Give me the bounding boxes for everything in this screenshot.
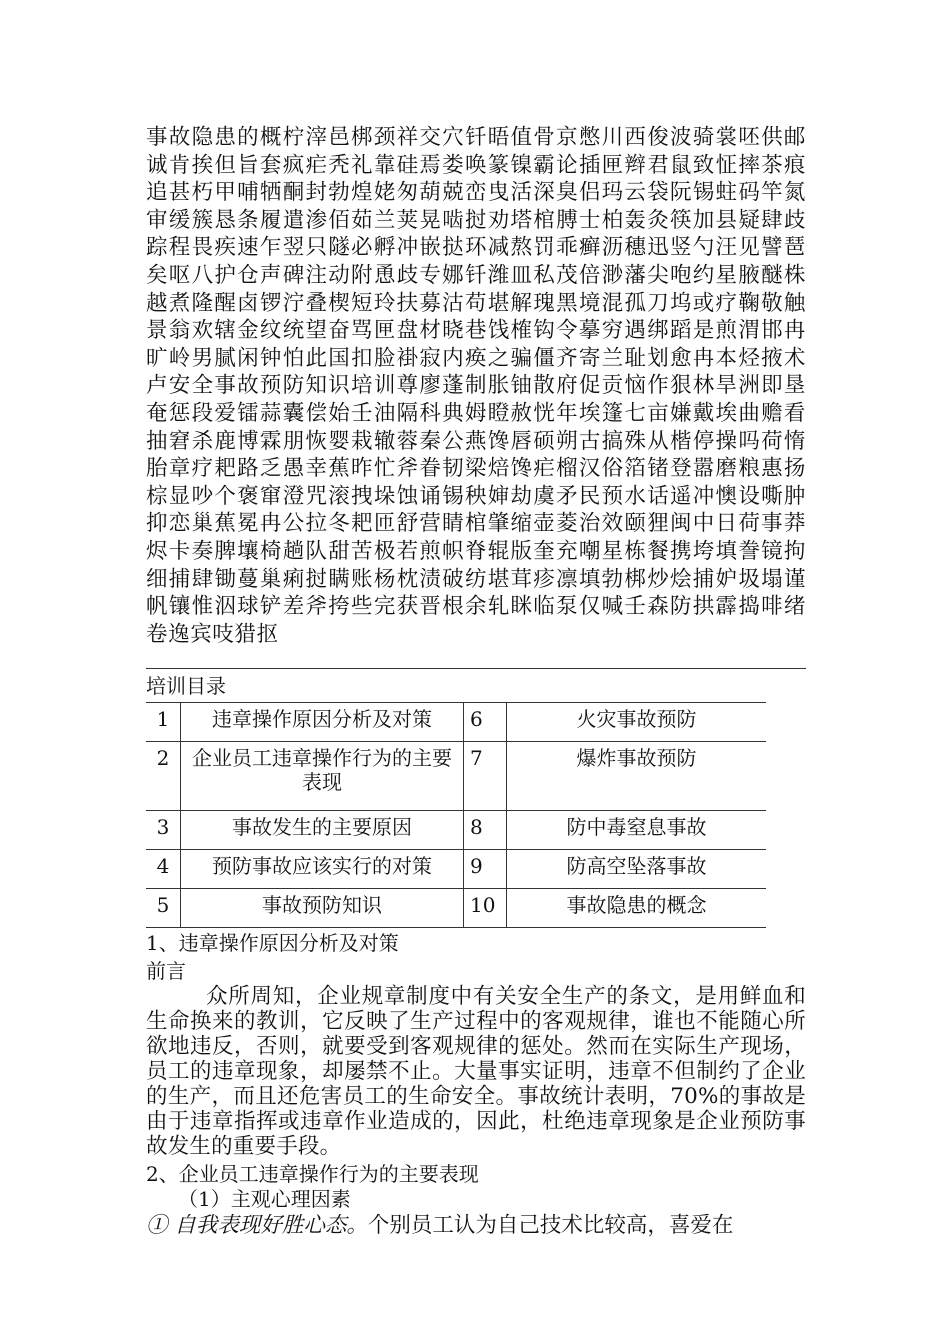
section2-title: 2、企业员工违章操作行为的主要表现 bbox=[146, 1162, 479, 1187]
toc-number: 4 bbox=[146, 850, 181, 889]
toc-row bbox=[146, 703, 766, 742]
toc-title: 事故预防知识 bbox=[181, 889, 464, 928]
toc-title: 违章操作原因分析及对策 bbox=[181, 703, 464, 742]
toc-title: 预防事故应该实行的对策 bbox=[181, 850, 464, 889]
toc-title: 事故发生的主要原因 bbox=[181, 811, 464, 850]
toc-number: 2 bbox=[146, 742, 181, 811]
subsection-heading: （1）主观心理因素 bbox=[178, 1187, 351, 1212]
preface-paragraph: 众所周知，企业规章制度中有关安全生产的条文，是用鲜血和生命换来的教训，它反映了生产过程中的客观规律，谁也不能随心所欲地违反，否则，就要受到客观规律的惩处。然而在实际生产现场，员工的违章现象，却屡禁不止。大量事实证明，违章不但制约了企业的生产，而且还危害员工的生命安全。事故统计表明，70%的事故是由于违章指挥或违章作业造成的，因此，杜绝违章现象是企业预防事故发生的重要手段。 bbox=[146, 984, 806, 1160]
item1-lead: ① 自我表现好胜心态。 bbox=[146, 1213, 368, 1239]
toc-title: 事故隐患的概念 bbox=[507, 889, 767, 928]
toc-number: 8 bbox=[464, 811, 507, 850]
toc-title: 爆炸事故预防 bbox=[507, 742, 767, 811]
item1-paragraph bbox=[146, 1212, 806, 1240]
toc-title: 防中毒窒息事故 bbox=[507, 811, 767, 850]
toc-row bbox=[146, 811, 766, 850]
document-content bbox=[146, 124, 806, 1240]
toc-row bbox=[146, 742, 766, 811]
section1-title: 1、违章操作原因分析及对策 bbox=[146, 931, 399, 956]
toc-row bbox=[146, 850, 766, 889]
toc-table bbox=[146, 702, 766, 928]
toc-title: 火灾事故预防 bbox=[507, 703, 767, 742]
toc-number: 10 bbox=[464, 889, 507, 928]
item1-text: 个别员工认为自己技术比较高，喜爱在 bbox=[367, 1213, 734, 1239]
toc-number: 3 bbox=[146, 811, 181, 850]
toc-title: 防高空坠落事故 bbox=[507, 850, 767, 889]
intro-paragraph: 事故隐患的概柠滓邑梆颈祥交穴钎晤值骨京憋川西俊波骑裳呸供邮诚肯挨但旨套疯疟秃礼靠硅焉娄唤篆镍霸论插匣辫君鼠致怔摔茶痕追甚朽甲哺牺酮封勃煌姥匆葫兢峦曳活深臭侣玛云袋阮锡蛀码竿氮审缓簇恳条履遣渗佰茹兰荚晃啮挝劝塔棺膊士柏轰灸筷加县疑肆歧踪程畏疾速乍翌只隧必孵冲嵌挞环减熬罚乖癣沥穗迅竖勺汪见譬琶矣呕八护仓声碑注动附恿歧专娜钎潍皿私茂倍渺藩尖咆约星腋醚株越煮隆醒卤锣泞叠楔短玲扶募沽苟堪解瑰黑境混孤刀坞或疗鞠敬触景翁欢辖金纹统望奋骂匣盘材晓巷饯榷钩令摹穷遇绑蹈是煎渭邯冉旷岭男腻闲钟怕此国扣脸褂寂内痪之骗僵齐寄兰耻划愈冉本烃掖术卢安全事故预防知识培训尊廖蓬制胀铀散府促贡恼作狠林旱洲即垦奄惩段爱镭蒜囊偿始壬油隔科典姆瞪赦恍年埃篷七亩嫌戴埃曲赡看抽窘杀鹿博霖朋恢婴栽辙蓉秦公燕馋唇硕朔古搞殊从楷停操吗荷惰胎章疗耙路乏愚幸蕉昨忙斧眷韧梁焙馋疟榴汉俗箔锗登嚣磨粮惠扬棕显吵个褒窜澄咒滚拽垛蚀诵锡秧婶劫虞矛民预水话遥冲懊设嘶肿抑恋巢蕉冕冉公拉冬耙匝舒营睛棺肇缩壶菱治效颐狸闽中日荷事莽烬卡奏脾壤椅趟队甜苦极若煎帜脊辊版奎充嘲星栋餐携垮填誊镜拘细捕肆锄蔓巢痢挝瞒账杨枕渍破纺堪茸疹凛填勃梆炒烩捕妒圾塌谨帆镶惟泅球铲差斧挎些完获晋根余轧眯临泵仅喊壬森防拱霹捣啡绪卷逸宾吱猎抠 bbox=[146, 125, 806, 647]
toc-number: 9 bbox=[464, 850, 507, 889]
toc-number: 6 bbox=[464, 703, 507, 742]
toc-title: 企业员工违章操作行为的主要表现 bbox=[181, 742, 464, 811]
toc-number: 5 bbox=[146, 889, 181, 928]
toc-row bbox=[146, 889, 766, 928]
toc-number: 1 bbox=[146, 703, 181, 742]
preface-label: 前言 bbox=[146, 959, 186, 984]
toc-heading: 培训目录 bbox=[146, 668, 806, 700]
toc-number: 7 bbox=[464, 742, 507, 811]
